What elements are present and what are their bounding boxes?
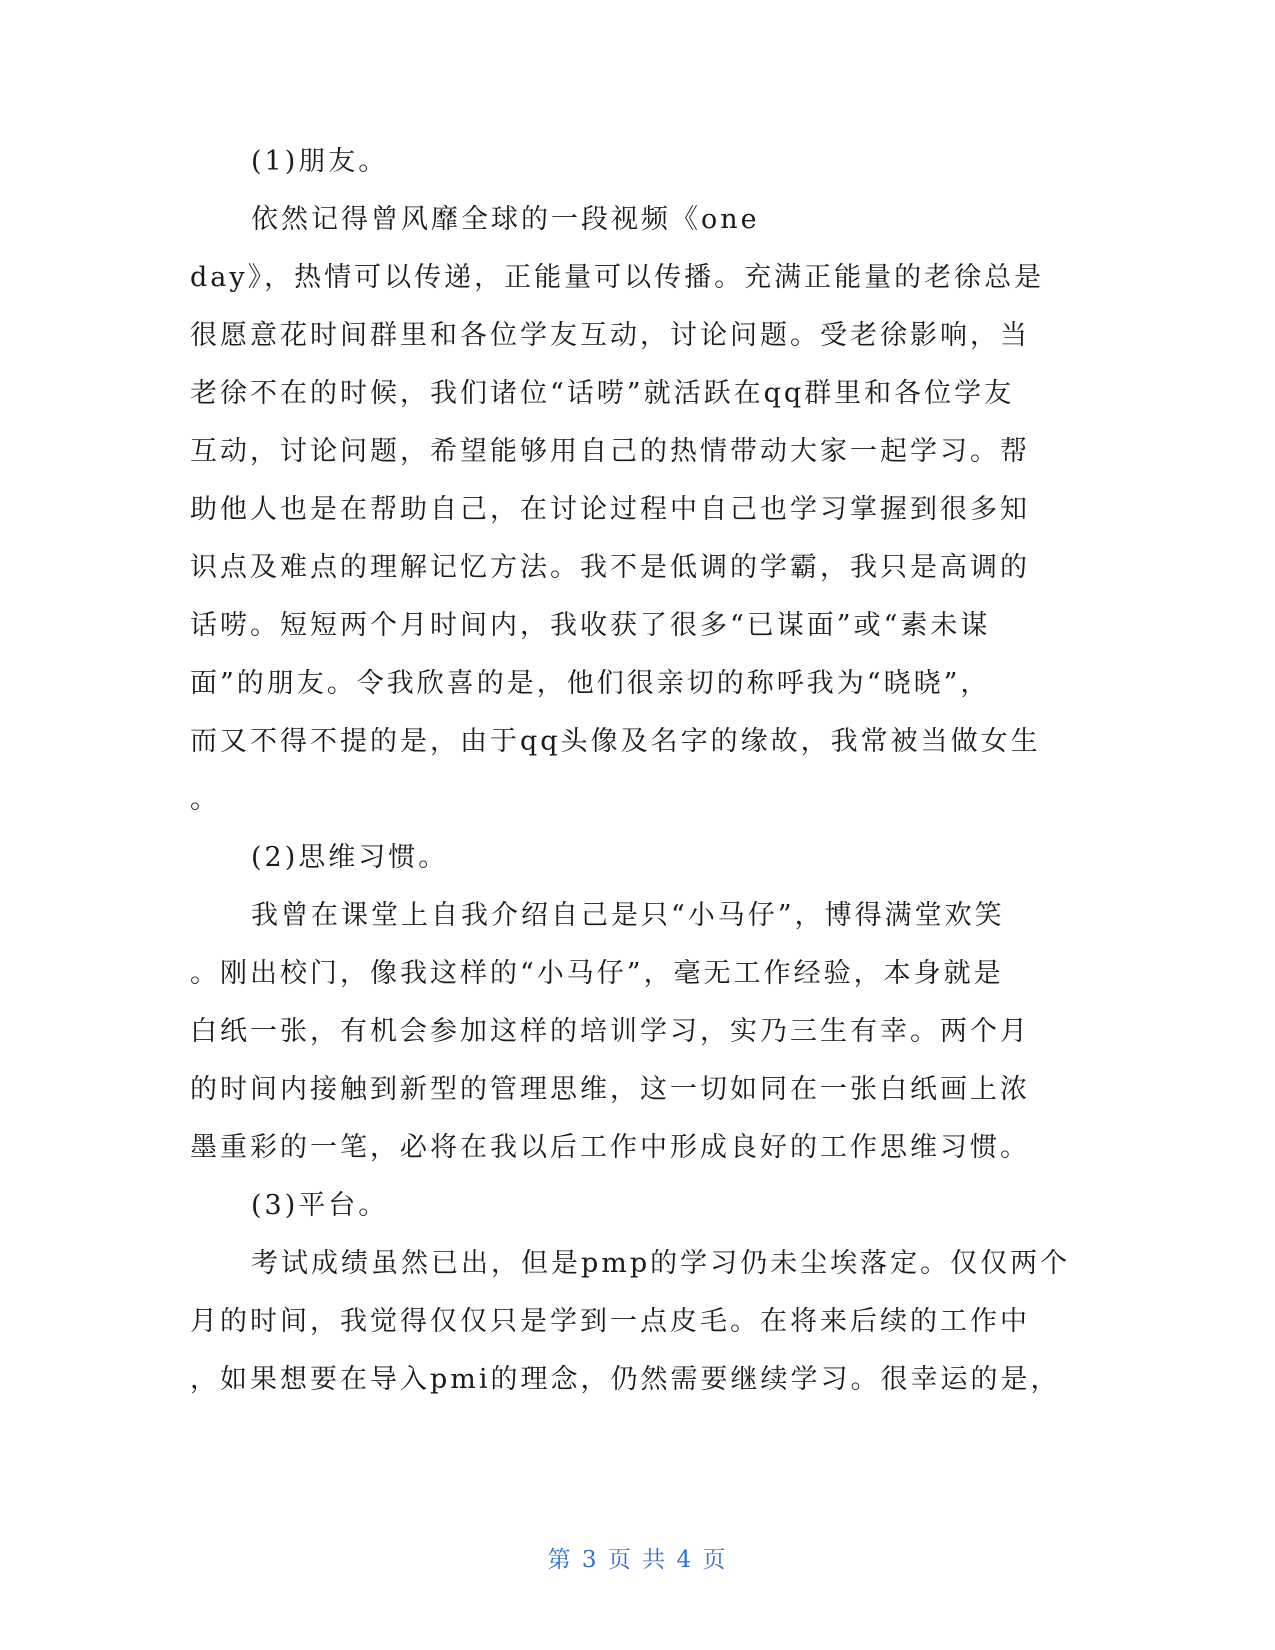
paragraph-line: 墨重彩的一笔，必将在我以后工作中形成良好的工作思维习惯。 <box>190 1132 1030 1163</box>
paragraph-line: 助他人也是在帮助自己，在讨论过程中自己也学习掌握到很多知 <box>190 494 1030 525</box>
paragraph-line: 依然记得曾风靡全球的一段视频《one <box>251 204 760 235</box>
paragraph-line: ，如果想要在导入pmi的理念，仍然需要继续学习。很幸运的是， <box>190 1364 1061 1395</box>
paragraph-line: 话唠。短短两个月时间内，我收获了很多“已谋面”或“素未谋 <box>190 610 991 641</box>
paragraph-line: 。刚出校门，像我这样的“小马仔”，毫无工作经验，本身就是 <box>190 958 1004 989</box>
paragraph-line: 互动，讨论问题，希望能够用自己的热情带动大家一起学习。帮 <box>190 436 1030 467</box>
paragraph-line: 。 <box>190 784 220 815</box>
paragraph-line: 月的时间，我觉得仅仅只是学到一点皮毛。在将来后续的工作中 <box>190 1306 1030 1337</box>
paragraph-line: 的时间内接触到新型的管理思维，这一切如同在一张白纸画上浓 <box>190 1074 1030 1105</box>
paragraph-line: day》，热情可以传递，正能量可以传播。充满正能量的老徐总是 <box>190 262 1045 293</box>
heading-friends: (1)朋友。 <box>251 146 389 177</box>
heading-thinking-habits: (2)思维习惯。 <box>251 842 449 873</box>
footer-page-number: 3 <box>581 1547 599 1573</box>
paragraph-line: 面”的朋友。令我欣喜的是，他们很亲切的称呼我为“晓晓”， <box>190 668 991 699</box>
heading-platform: (3)平台。 <box>251 1190 389 1221</box>
paragraph-line: 老徐不在的时候，我们诸位“话唠”就活跃在qq群里和各位学友 <box>190 378 1015 409</box>
footer-suffix: 页 <box>702 1547 728 1573</box>
paragraph-line: 很愿意花时间群里和各位学友互动，讨论问题。受老徐影响，当 <box>190 320 1030 351</box>
paragraph-line: 考试成绩虽然已出，但是pmp的学习仍未尘埃落定。仅仅两个 <box>251 1248 1071 1279</box>
paragraph-line: 我曾在课堂上自我介绍自己是只“小马仔”，博得满堂欢笑 <box>251 900 1005 931</box>
paragraph-line: 白纸一张，有机会参加这样的培训学习，实乃三生有幸。两个月 <box>190 1016 1030 1047</box>
paragraph-line: 识点及难点的理解记忆方法。我不是低调的学霸，我只是高调的 <box>190 552 1030 583</box>
footer-prefix: 第 <box>547 1547 573 1573</box>
footer-total-pages: 4 <box>676 1547 694 1573</box>
page-footer <box>0 1545 1275 1575</box>
footer-middle: 页 共 <box>607 1547 668 1573</box>
paragraph-line: 而又不得不提的是，由于qq头像及名字的缘故，我常被当做女生 <box>190 726 1041 757</box>
